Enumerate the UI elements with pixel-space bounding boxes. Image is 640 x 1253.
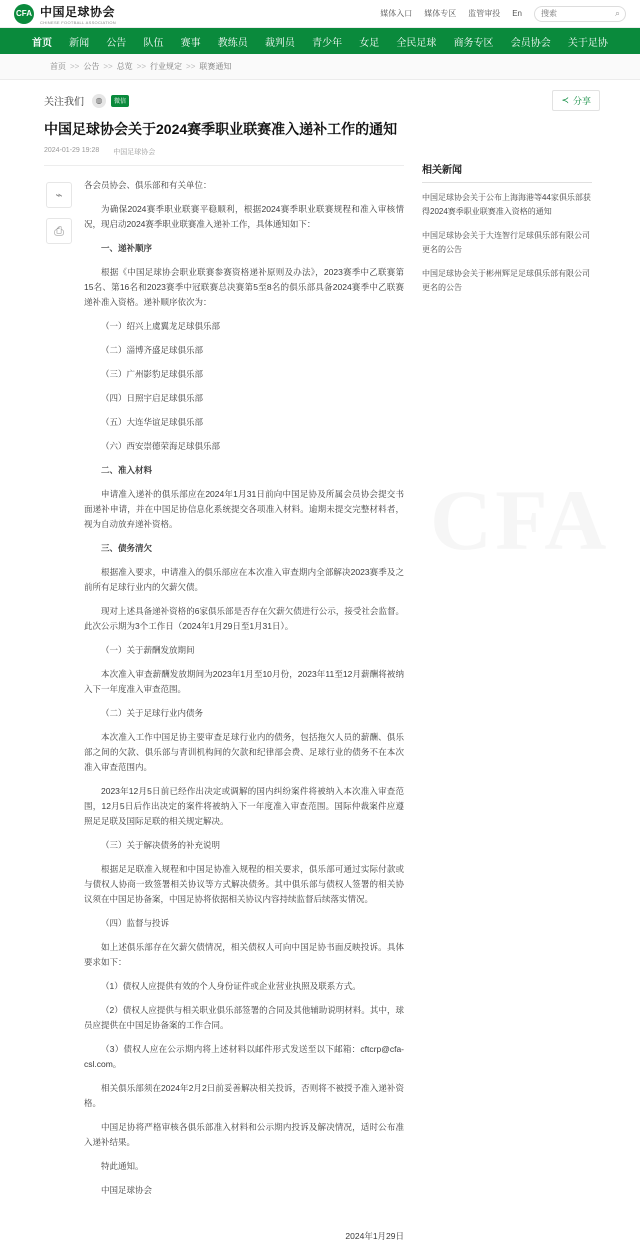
topbar-link-0[interactable]: 媒体入口 (380, 9, 413, 18)
paragraph-10: 二、准入材料 (101, 465, 153, 475)
paragraph-22: （四）监督与投诉 (101, 918, 170, 928)
nav-item-about[interactable]: 关于足协 (567, 37, 608, 49)
paragraph-29: 特此通知。 (101, 1161, 144, 1171)
paragraph-23: 如上述俱乐部存在欠薪欠债情况，相关债权人可向中国足协书面反映投诉。具体要求如下： (84, 942, 404, 967)
paragraph-17: （二）关于足球行业内债务 (101, 708, 204, 718)
paragraph-11: 申请准入递补的俱乐部应在2024年1月31日前向中国足协及所属会员协会提交书面递补申请，并在中国足协信息化系统提交各项准入材料。逾期未提交完整材料者，视为自动放弃递补资格。 (84, 489, 404, 529)
top-bar-right (380, 6, 626, 22)
nav-item-teams[interactable]: 队伍 (143, 37, 164, 49)
signature-org: 2024年1月29日 (345, 1231, 404, 1241)
related-news-item-2[interactable]: 中国足球协会关于彬州辉足足球俱乐部有限公司更名的公告 (422, 269, 590, 292)
paragraph-13: 根据准入要求，申请准入的俱乐部应在本次准入审查期内全部解决2023赛季及之前所有足球行业内的欠薪欠债。 (84, 567, 404, 592)
nav-item-women[interactable]: 女足 (359, 37, 380, 49)
related-news-item-0[interactable]: 中国足球协会关于公布上海海港等44家俱乐部获得2024赛季职业联赛准入资格的通知 (422, 193, 591, 216)
nav-item-announcement[interactable]: 公告 (106, 37, 127, 49)
paragraph-0: 各会员协会、俱乐部和有关单位： (84, 180, 212, 190)
paragraph-7: （四）日照宇启足球俱乐部 (101, 393, 204, 403)
paragraph-24: （1）债权人应提供有效的个人身份证件或企业营业执照及联系方式。 (101, 981, 361, 991)
follow-label: 关注我们 (44, 97, 84, 108)
article-content (84, 178, 404, 1253)
article-source: 中国足球协会 (113, 149, 156, 156)
page-title: 中国足球协会关于2024赛季职业联赛准入递补工作的通知 (44, 121, 398, 137)
breadcrumb-sep-0: >> (70, 62, 80, 71)
topbar-link-2[interactable]: 监管审投 (468, 9, 501, 18)
article-meta (44, 147, 404, 166)
print-tool-icon[interactable]: ⎙ (46, 218, 72, 244)
breadcrumb-sep-3: >> (186, 62, 196, 71)
paragraph-1: 为确保2024赛季职业联赛平稳顺利，根据2024赛季职业联赛规程和准入审核情况，现启动2024赛季职业联赛准入递补工作，具体通知如下： (84, 204, 404, 229)
nav-item-youth[interactable]: 青少年 (312, 37, 343, 49)
nav-item-matches[interactable]: 赛事 (180, 37, 201, 49)
weibo-icon[interactable]: ◍ (92, 94, 106, 108)
search-input[interactable] (541, 9, 619, 18)
paragraph-18: 本次准入工作中国足协主要审查足球行业内的债务，包括拖欠人员的薪酬、俱乐部之间的欠款、俱乐部与青训机构间的欠款和纪律部会费、足球行业的债务不在本次准入审查范围内。 (84, 732, 404, 772)
wechat-icon[interactable]: 微信 (111, 95, 129, 107)
nav-item-referees[interactable]: 裁判员 (264, 37, 295, 49)
article-date: 2024-01-29 19:28 (44, 147, 100, 154)
topbar-link-1[interactable]: 媒体专区 (424, 9, 457, 18)
breadcrumb-item-3[interactable]: 行业规定 (150, 62, 183, 71)
paragraph-4: （一）绍兴上虞翼龙足球俱乐部 (101, 321, 221, 331)
nav-item-business[interactable]: 商务专区 (453, 37, 494, 49)
paragraph-27: 相关俱乐部须在2024年2月2日前妥善解决相关投诉，否则将不被授予准入递补资格。 (84, 1083, 404, 1108)
content-wrapper (0, 119, 640, 1253)
breadcrumb-sep-1: >> (103, 62, 113, 71)
top-bar (0, 0, 640, 28)
breadcrumb-sep-2: >> (136, 62, 147, 71)
nav-item-national-football[interactable]: 全民足球 (396, 37, 437, 49)
nav-item-coaches[interactable]: 教练员 (217, 37, 248, 49)
article-side-tools (44, 178, 74, 1253)
related-news-item-1[interactable]: 中国足球协会关于大连智行足球俱乐部有限公司更名的公告 (422, 231, 590, 254)
signature-spacer (84, 1207, 404, 1229)
paragraph-9: （六）西安崇德荣海足球俱乐部 (101, 441, 221, 451)
cfa-badge-icon (14, 4, 34, 24)
nav-item-home[interactable]: 首页 (32, 37, 52, 49)
main-nav (0, 28, 640, 54)
cfa-badge-text: CFA (16, 9, 32, 18)
paragraph-19: 2023年12月5日前已经作出决定或调解的国内纠纷案件将被纳入本次准入审查范围，12月5日后作出决定的案件将被纳入下一年度准入审查范围。国际仲裁案件应遵照足足联及国际足联的相关规定解决。 (84, 786, 404, 826)
follow-row (0, 80, 640, 119)
share-icon: ≺ (561, 95, 569, 105)
share-button[interactable] (552, 90, 600, 111)
nav-item-member-associations[interactable]: 会员协会 (510, 37, 551, 49)
logo-title-en: CHINESE FOOTBALL ASSOCIATION (40, 19, 116, 25)
nav-item-news[interactable]: 新闻 (69, 37, 90, 49)
share-button-label: 分享 (572, 96, 591, 106)
paragraph-15: （一）关于薪酬发放期间 (101, 645, 195, 655)
paragraph-2: 一、递补顺序 (101, 243, 153, 253)
logo-title-cn: 中国足球协会 (40, 4, 116, 19)
paragraph-25: （2）债权人应提供与相关职业俱乐部签署的合同及其他辅助说明材料。其中，球员应提供在中国足协备案的工作合同。 (84, 1005, 404, 1030)
paragraph-20: （三）关于解决债务的补充说明 (101, 840, 221, 850)
article (44, 119, 404, 1253)
topbar-link-3[interactable]: En (512, 9, 522, 18)
paragraph-3: 根据《中国足球协会职业联赛参赛资格递补原则及办法》，2023赛季中乙联赛第15名、第16名和2023赛季中冠联赛总决赛第5至8名的俱乐部具备2024赛季中乙联赛递补准入资格。递补顺序依次为： (84, 267, 404, 307)
breadcrumb (0, 54, 640, 80)
breadcrumb-item-4[interactable]: 联赛通知 (199, 62, 232, 71)
share-tool-icon[interactable]: ⌁ (46, 182, 72, 208)
site-logo[interactable] (14, 3, 116, 25)
paragraph-16: 本次准入审查薪酬发放期间为2023年1月至10月份，2023年11至12月薪酬将被纳入下一年度准入审查范围。 (84, 669, 404, 694)
paragraph-8: （五）大连华谊足球俱乐部 (101, 417, 204, 427)
paragraph-21: 根据足足联准入规程和中国足协准入规程的相关要求，俱乐部可通过实际付款或与债权人协商一致签署相关协议等方式解决债务。其中俱乐部与债权人签署的相关协议须在中国足协备案，中国足协将依据相关协议内容持续监督后续落实情况。 (84, 864, 404, 904)
paragraph-6: （三）广州影豹足球俱乐部 (101, 369, 204, 379)
search-box[interactable] (534, 6, 626, 22)
related-news-title: 相关新闻 (422, 161, 592, 183)
article-body-area (44, 178, 404, 1253)
breadcrumb-item-0[interactable]: 首页 (50, 62, 66, 71)
paragraph-14: 现对上述具备递补资格的6家俱乐部是否存在欠薪欠债进行公示，接受社会监督。此次公示期为3个工作日（2024年1月29日至1月31日）。 (84, 606, 404, 631)
related-news-panel (422, 119, 592, 305)
paragraph-5: （二）淄博齐盛足球俱乐部 (101, 345, 204, 355)
paragraph-26: （3）债权人应在公示期内将上述材料以邮件形式发送至以下邮箱：cftcrp@cfa-csl.com。 (84, 1044, 404, 1069)
paragraph-12: 三、债务清欠 (101, 543, 153, 553)
breadcrumb-item-1[interactable]: 公告 (83, 62, 100, 71)
search-icon[interactable]: ⌕ (614, 8, 620, 18)
paragraph-28: 中国足协将严格审核各俱乐部准入材料和公示期内投诉及解决情况，适时公布准入递补结果。 (84, 1122, 404, 1147)
paragraph-30: 中国足球协会 (101, 1185, 153, 1195)
breadcrumb-item-2[interactable]: 总览 (116, 62, 133, 71)
